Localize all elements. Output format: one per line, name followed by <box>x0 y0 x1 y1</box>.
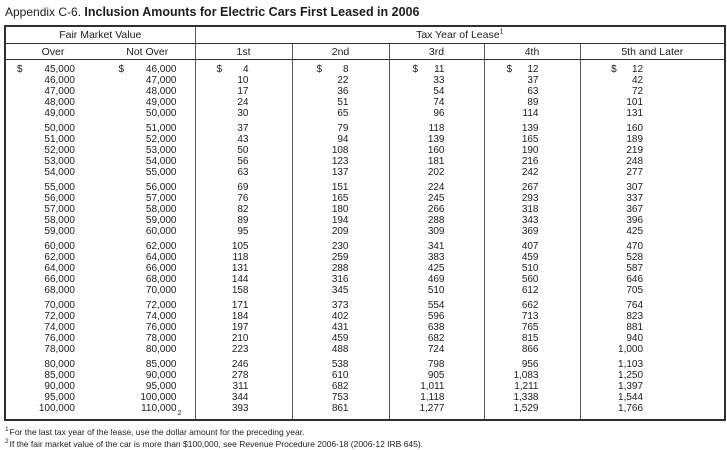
cell-year-5plus: 1,103 <box>580 355 725 370</box>
cell-not-over: 52,000 <box>100 134 195 145</box>
table-row <box>5 156 725 167</box>
cell-not-over: 90,000 <box>100 370 195 381</box>
cell-year-1: 69 <box>195 178 292 193</box>
cell-not-over: 70,000 <box>100 285 195 296</box>
cell-year-1: 37 <box>195 119 292 134</box>
cell-year-2: 108 <box>292 145 389 156</box>
cell-year-3: 266 <box>389 204 484 215</box>
table-row <box>5 97 725 108</box>
cell-over: 52,000 <box>5 145 100 156</box>
cell-year-4: 242 <box>484 167 580 178</box>
cell-not-over: 85,000 <box>100 355 195 370</box>
cell-year-5plus: 940 <box>580 333 725 344</box>
cell-not-over: 49,000 <box>100 97 195 108</box>
cell-over: 90,000 <box>5 381 100 392</box>
footnote-1-marker: 1 <box>5 426 9 433</box>
cell-year-5plus: 1,544 <box>580 392 725 403</box>
cell-year-3: 224 <box>389 178 484 193</box>
cell-not-over: 53,000 <box>100 145 195 156</box>
footnote-2 <box>5 439 724 450</box>
footnote-1-text: For the last tax year of the lease, use the dollar amount for the preceding year. <box>10 427 305 437</box>
cell-not-over: 76,000 <box>100 322 195 333</box>
header-not-over: Not Over <box>100 44 195 60</box>
footnote-1 <box>5 427 724 439</box>
cell-year-2: 861 <box>292 403 389 420</box>
table-row <box>5 86 725 97</box>
cell-year-4: 662 <box>484 296 580 311</box>
cell-over: 66,000 <box>5 274 100 285</box>
table-row <box>5 252 725 263</box>
cell-year-5plus: 764 <box>580 296 725 311</box>
cell-year-5plus: 131 <box>580 108 725 119</box>
cell-year-2: 123 <box>292 156 389 167</box>
cell-year-4: 956 <box>484 355 580 370</box>
cell-year-5plus: 470 <box>580 237 725 252</box>
cell-over: 50,000 <box>5 119 100 134</box>
cell-not-over: 66,000 <box>100 263 195 274</box>
cell-year-4: 765 <box>484 322 580 333</box>
table-header <box>5 26 725 60</box>
table-row <box>5 237 725 252</box>
cell-year-1: 118 <box>195 252 292 263</box>
cell-year-1: 24 <box>195 97 292 108</box>
cell-year-1: 50 <box>195 145 292 156</box>
header-year-1st: 1st <box>195 44 292 60</box>
page-title <box>5 5 724 19</box>
cell-over: 54,000 <box>5 167 100 178</box>
cell-year-4: 216 <box>484 156 580 167</box>
cell-not-over: 110,000 2 <box>100 403 195 420</box>
cell-not-over: 56,000 <box>100 178 195 193</box>
cell-year-3: 1,277 <box>389 403 484 420</box>
cell-over: 100,000 <box>5 403 100 420</box>
cell-year-2: 345 <box>292 285 389 296</box>
cell-year-5plus: 1,250 <box>580 370 725 381</box>
cell-not-over: 58,000 <box>100 204 195 215</box>
table-row <box>5 178 725 193</box>
cell-over: 76,000 <box>5 333 100 344</box>
cell-year-3: 288 <box>389 215 484 226</box>
cell-not-over: 100,000 <box>100 392 195 403</box>
cell-year-5plus: 277 <box>580 167 725 178</box>
cell-year-5plus: 1,397 <box>580 381 725 392</box>
cell-year-3: 469 <box>389 274 484 285</box>
table-row <box>5 381 725 392</box>
cell-not-over: 57,000 <box>100 193 195 204</box>
cell-year-2: 151 <box>292 178 389 193</box>
table-row <box>5 274 725 285</box>
table-row <box>5 60 725 76</box>
cell-year-1: 56 <box>195 156 292 167</box>
table-row <box>5 134 725 145</box>
cell-year-1: $ 4 <box>195 60 292 76</box>
cell-over: 62,000 <box>5 252 100 263</box>
title-prefix: Appendix C-6. <box>5 5 81 19</box>
cell-year-4: $ 12 <box>484 60 580 76</box>
cell-year-5plus: 367 <box>580 204 725 215</box>
cell-over: 58,000 <box>5 215 100 226</box>
cell-year-3: 160 <box>389 145 484 156</box>
cell-year-2: 165 <box>292 193 389 204</box>
cell-year-5plus: 307 <box>580 178 725 193</box>
table-row <box>5 226 725 237</box>
cell-year-5plus: 1,000 <box>580 344 725 355</box>
cell-not-over: 62,000 <box>100 237 195 252</box>
cell-year-4: 1,211 <box>484 381 580 392</box>
table-row <box>5 193 725 204</box>
cell-year-5plus: 160 <box>580 119 725 134</box>
cell-not-over: 95,000 <box>100 381 195 392</box>
header-fair-market-value: Fair Market Value <box>5 26 195 44</box>
cell-year-4: 114 <box>484 108 580 119</box>
cell-year-5plus: 337 <box>580 193 725 204</box>
cell-year-2: 488 <box>292 344 389 355</box>
cell-year-4: 1,529 <box>484 403 580 420</box>
cell-year-4: 63 <box>484 86 580 97</box>
cell-year-4: 713 <box>484 311 580 322</box>
cell-year-5plus: 219 <box>580 145 725 156</box>
cell-year-5plus: 248 <box>580 156 725 167</box>
cell-year-3: 1,118 <box>389 392 484 403</box>
cell-year-1: 311 <box>195 381 292 392</box>
cell-year-1: 246 <box>195 355 292 370</box>
cell-over: 49,000 <box>5 108 100 119</box>
cell-year-3: 682 <box>389 333 484 344</box>
cell-over: 80,000 <box>5 355 100 370</box>
table-row <box>5 119 725 134</box>
cell-over: 46,000 <box>5 75 100 86</box>
header-year-2nd: 2nd <box>292 44 389 60</box>
cell-year-5plus: 1,766 <box>580 403 725 420</box>
cell-year-5plus: 42 <box>580 75 725 86</box>
cell-over: 55,000 <box>5 178 100 193</box>
cell-year-3: 309 <box>389 226 484 237</box>
cell-year-2: $ 8 <box>292 60 389 76</box>
cell-year-1: 210 <box>195 333 292 344</box>
header-year-4th: 4th <box>484 44 580 60</box>
cell-not-over: 55,000 <box>100 167 195 178</box>
cell-not-over: 60,000 <box>100 226 195 237</box>
cell-year-4: 459 <box>484 252 580 263</box>
cell-over: 68,000 <box>5 285 100 296</box>
cell-year-4: 407 <box>484 237 580 252</box>
cell-year-1: 184 <box>195 311 292 322</box>
dollar-sign: $ <box>317 64 323 75</box>
cell-year-2: 194 <box>292 215 389 226</box>
cell-not-over: 54,000 <box>100 156 195 167</box>
cell-over: 53,000 <box>5 156 100 167</box>
header-year-3rd: 3rd <box>389 44 484 60</box>
dollar-sign: $ <box>507 64 513 75</box>
tax-year-label: Tax Year of Lease <box>416 29 499 41</box>
cell-over: 85,000 <box>5 370 100 381</box>
cell-not-over: 68,000 <box>100 274 195 285</box>
cell-year-4: 343 <box>484 215 580 226</box>
cell-year-5plus: $ 12 <box>580 60 725 76</box>
cell-year-5plus: 823 <box>580 311 725 322</box>
table-row <box>5 215 725 226</box>
cell-year-3: $ 11 <box>389 60 484 76</box>
cell-year-2: 94 <box>292 134 389 145</box>
cell-year-5plus: 881 <box>580 322 725 333</box>
cell-year-3: 54 <box>389 86 484 97</box>
cell-over: 56,000 <box>5 193 100 204</box>
header-column-row <box>5 44 725 60</box>
cell-year-1: 89 <box>195 215 292 226</box>
cell-over: 72,000 <box>5 311 100 322</box>
table-body <box>5 60 725 421</box>
cell-year-4: 37 <box>484 75 580 86</box>
cell-year-5plus: 189 <box>580 134 725 145</box>
cell-year-3: 383 <box>389 252 484 263</box>
cell-year-1: 278 <box>195 370 292 381</box>
cell-year-2: 230 <box>292 237 389 252</box>
cell-year-2: 459 <box>292 333 389 344</box>
cell-year-5plus: 425 <box>580 226 725 237</box>
footnote-marker-1-ref: 1 <box>500 29 504 36</box>
cell-year-1: 223 <box>195 344 292 355</box>
table-row <box>5 392 725 403</box>
cell-year-3: 341 <box>389 237 484 252</box>
cell-over: $ 45,000 <box>5 60 100 76</box>
dollar-sign: $ <box>413 64 419 75</box>
cell-year-2: 209 <box>292 226 389 237</box>
footnote-2-text: If the fair market value of the car is more than $100,000, see Revenue Procedure 2006-18 (2006-12 IRB 645). <box>10 439 423 449</box>
cell-year-5plus: 101 <box>580 97 725 108</box>
cell-year-3: 596 <box>389 311 484 322</box>
cell-not-over: 47,000 <box>100 75 195 86</box>
cell-over: 48,000 <box>5 97 100 108</box>
cell-year-4: 267 <box>484 178 580 193</box>
cell-year-1: 17 <box>195 86 292 97</box>
cell-year-2: 79 <box>292 119 389 134</box>
cell-year-4: 89 <box>484 97 580 108</box>
dollar-sign: $ <box>611 64 617 75</box>
cell-over: 74,000 <box>5 322 100 333</box>
footnote-2-marker: 2 <box>5 438 9 445</box>
cell-year-2: 288 <box>292 263 389 274</box>
table-row <box>5 370 725 381</box>
table-row <box>5 204 725 215</box>
cell-year-2: 753 <box>292 392 389 403</box>
cell-year-5plus: 587 <box>580 263 725 274</box>
cell-year-4: 165 <box>484 134 580 145</box>
cell-year-3: 1,011 <box>389 381 484 392</box>
cell-year-2: 51 <box>292 97 389 108</box>
cell-year-1: 344 <box>195 392 292 403</box>
cell-year-2: 431 <box>292 322 389 333</box>
table-row <box>5 296 725 311</box>
cell-year-1: 76 <box>195 193 292 204</box>
table-row <box>5 145 725 156</box>
cell-year-3: 554 <box>389 296 484 311</box>
cell-year-4: 1,083 <box>484 370 580 381</box>
cell-year-4: 815 <box>484 333 580 344</box>
cell-year-2: 137 <box>292 167 389 178</box>
cell-year-3: 181 <box>389 156 484 167</box>
cell-year-1: 30 <box>195 108 292 119</box>
cell-year-1: 131 <box>195 263 292 274</box>
inclusion-amounts-table <box>4 25 726 421</box>
cell-year-1: 393 <box>195 403 292 420</box>
header-group-row <box>5 26 725 44</box>
cell-year-1: 63 <box>195 167 292 178</box>
table-row <box>5 403 725 420</box>
cell-year-4: 293 <box>484 193 580 204</box>
table-row <box>5 285 725 296</box>
header-year-5th-and-later: 5th and Later <box>580 44 725 60</box>
cell-year-4: 139 <box>484 119 580 134</box>
cell-year-2: 373 <box>292 296 389 311</box>
cell-year-3: 905 <box>389 370 484 381</box>
cell-not-over: $ 46,000 <box>100 60 195 76</box>
table-row <box>5 167 725 178</box>
dollar-sign: $ <box>17 64 23 75</box>
cell-over: 64,000 <box>5 263 100 274</box>
table-row <box>5 108 725 119</box>
cell-over: 57,000 <box>5 204 100 215</box>
cell-year-2: 538 <box>292 355 389 370</box>
cell-not-over: 78,000 <box>100 333 195 344</box>
cell-year-3: 638 <box>389 322 484 333</box>
cell-not-over: 64,000 <box>100 252 195 263</box>
cell-year-1: 95 <box>195 226 292 237</box>
cell-year-3: 245 <box>389 193 484 204</box>
cell-year-3: 724 <box>389 344 484 355</box>
cell-year-3: 798 <box>389 355 484 370</box>
cell-not-over: 72,000 <box>100 296 195 311</box>
cell-over: 47,000 <box>5 86 100 97</box>
table-row <box>5 263 725 274</box>
cell-not-over: 48,000 <box>100 86 195 97</box>
cell-year-1: 43 <box>195 134 292 145</box>
cell-year-2: 610 <box>292 370 389 381</box>
table-row <box>5 322 725 333</box>
cell-year-5plus: 528 <box>580 252 725 263</box>
cell-year-2: 180 <box>292 204 389 215</box>
cell-not-over: 80,000 <box>100 344 195 355</box>
cell-over: 60,000 <box>5 237 100 252</box>
table-row <box>5 344 725 355</box>
cell-year-5plus: 705 <box>580 285 725 296</box>
footnote-2-ref: 2 <box>177 410 182 417</box>
cell-over: 70,000 <box>5 296 100 311</box>
cell-year-3: 510 <box>389 285 484 296</box>
table-row <box>5 333 725 344</box>
cell-year-3: 202 <box>389 167 484 178</box>
cell-not-over: 51,000 <box>100 119 195 134</box>
cell-year-4: 560 <box>484 274 580 285</box>
header-over: Over <box>5 44 100 60</box>
cell-year-1: 10 <box>195 75 292 86</box>
header-tax-year-of-lease <box>195 26 725 44</box>
cell-year-4: 369 <box>484 226 580 237</box>
cell-year-3: 33 <box>389 75 484 86</box>
cell-over: 78,000 <box>5 344 100 355</box>
cell-year-3: 139 <box>389 134 484 145</box>
cell-year-3: 118 <box>389 119 484 134</box>
cell-year-2: 22 <box>292 75 389 86</box>
cell-over: 59,000 <box>5 226 100 237</box>
cell-year-2: 259 <box>292 252 389 263</box>
dollar-sign: $ <box>119 64 125 75</box>
cell-not-over: 74,000 <box>100 311 195 322</box>
cell-year-5plus: 396 <box>580 215 725 226</box>
cell-year-1: 197 <box>195 322 292 333</box>
cell-year-4: 866 <box>484 344 580 355</box>
cell-year-3: 74 <box>389 97 484 108</box>
cell-year-1: 171 <box>195 296 292 311</box>
cell-year-4: 318 <box>484 204 580 215</box>
cell-year-2: 65 <box>292 108 389 119</box>
cell-year-1: 105 <box>195 237 292 252</box>
cell-over: 51,000 <box>5 134 100 145</box>
cell-year-1: 144 <box>195 274 292 285</box>
cell-year-3: 425 <box>389 263 484 274</box>
cell-not-over: 59,000 <box>100 215 195 226</box>
cell-year-3: 96 <box>389 108 484 119</box>
table-row <box>5 311 725 322</box>
cell-year-2: 402 <box>292 311 389 322</box>
cell-year-5plus: 72 <box>580 86 725 97</box>
table-row <box>5 75 725 86</box>
dollar-sign: $ <box>217 64 223 75</box>
title-main: Inclusion Amounts for Electric Cars First Leased in 2006 <box>84 5 419 19</box>
cell-year-2: 682 <box>292 381 389 392</box>
cell-year-2: 316 <box>292 274 389 285</box>
cell-year-4: 612 <box>484 285 580 296</box>
cell-year-1: 82 <box>195 204 292 215</box>
table-row <box>5 355 725 370</box>
cell-year-4: 510 <box>484 263 580 274</box>
cell-year-2: 36 <box>292 86 389 97</box>
cell-not-over: 50,000 <box>100 108 195 119</box>
cell-year-4: 190 <box>484 145 580 156</box>
cell-over: 95,000 <box>5 392 100 403</box>
cell-year-4: 1,338 <box>484 392 580 403</box>
cell-year-5plus: 646 <box>580 274 725 285</box>
cell-year-1: 158 <box>195 285 292 296</box>
